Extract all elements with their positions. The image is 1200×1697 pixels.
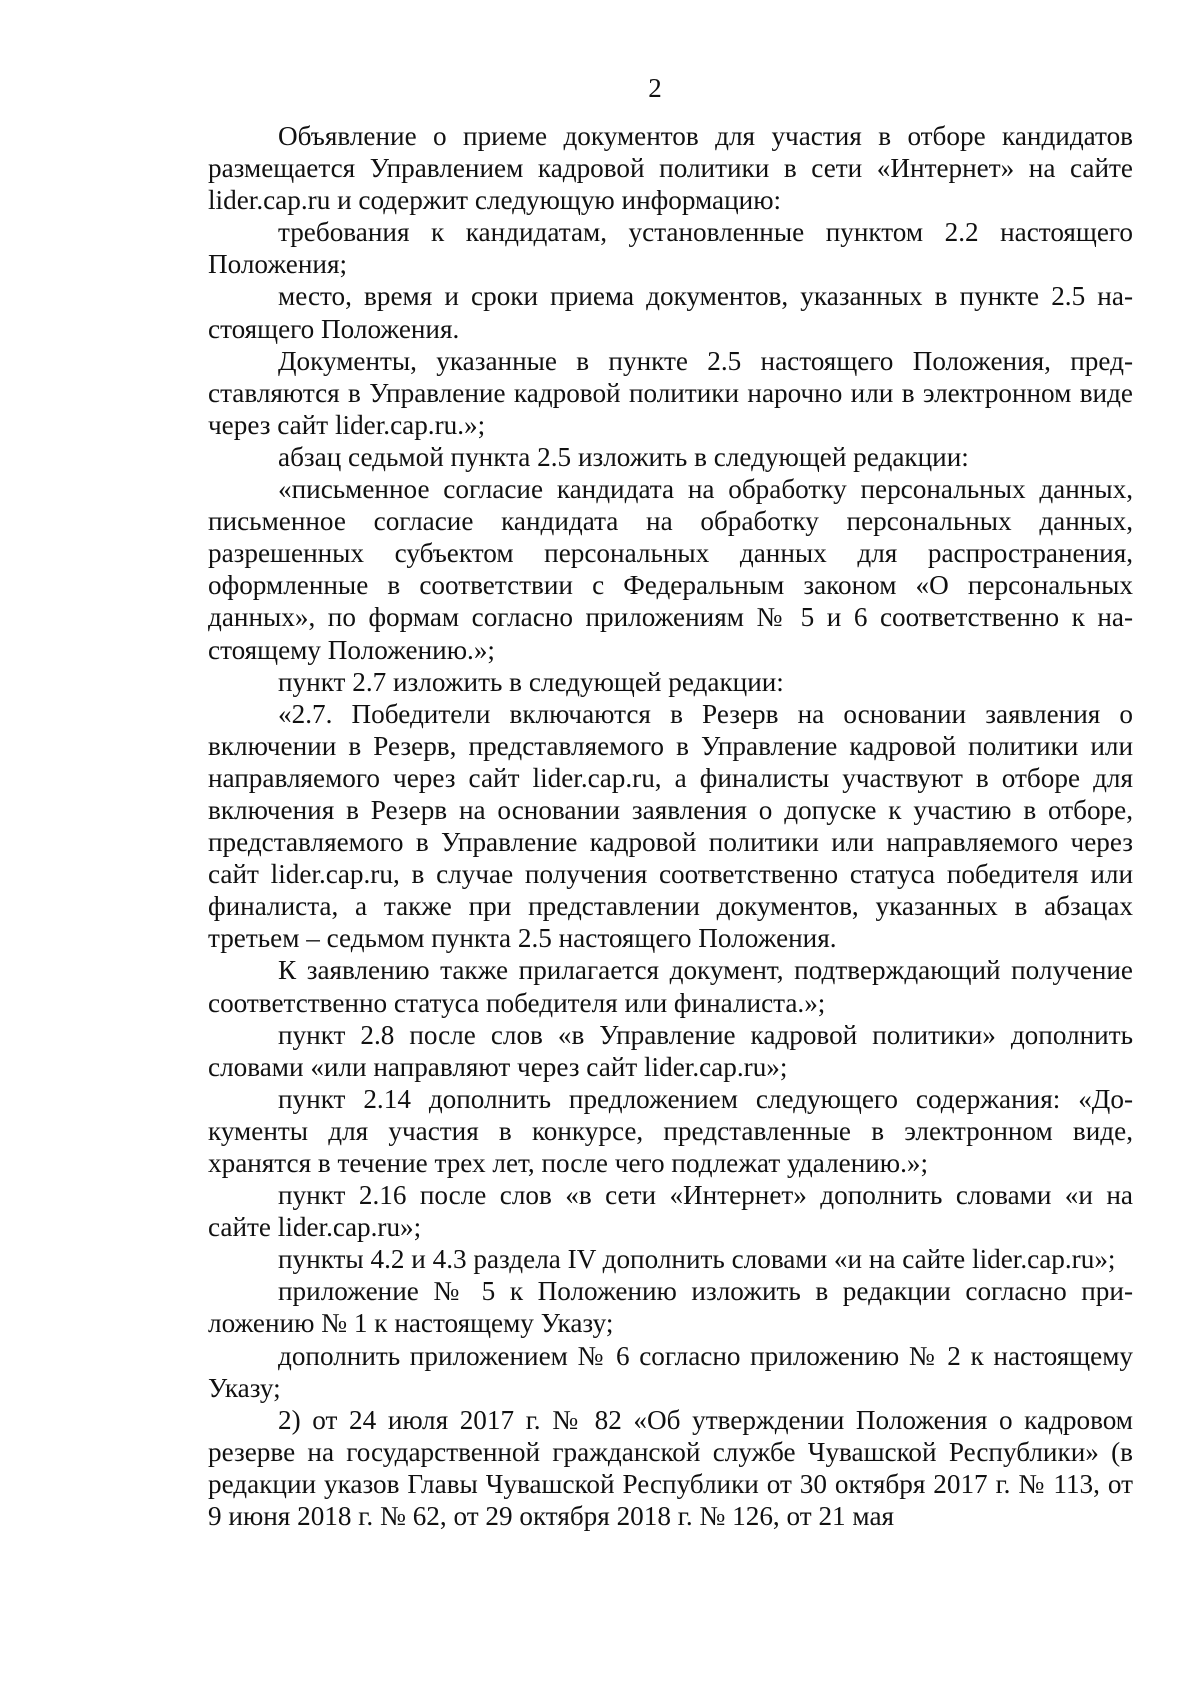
paragraph-appendix-5: приложение № 5 к Положению изложить в редакции согласно приложению № 1 к настоящему Указу; xyxy=(208,1276,1133,1339)
paragraph-amend-2-16: пункт 2.16 после слов «в сети «Интернет» дополнить словами «и на сайте lider.cap.ru»; xyxy=(208,1180,1133,1243)
paragraph-amend-2-14: пункт 2.14 дополнить предложением следующего содержания: «Документы для участия в конкурсе, представленные в электронном виде, хранятся в течение трех лет, после чего подлежат удалению.»; xyxy=(208,1083,1133,1178)
paragraph-announcement: Объявление о приеме документов для участия в отборе кандидатов размещается Управлением кадровой политики в сети «Интернет» на сайте lider.cap.ru и содержит следующую информацию: xyxy=(208,121,1133,216)
page-number: 2 xyxy=(648,73,662,103)
paragraph-amend-2-7: пункт 2.7 изложить в следующей редакции: xyxy=(278,666,784,697)
document-body xyxy=(208,120,1133,1532)
paragraph-place-time: место, время и сроки приема документов, указанных в пункте 2.5 настоящего Положения. xyxy=(208,281,1133,344)
paragraph-amend-2-8: пункт 2.8 после слов «в Управление кадровой политики» дополнить словами «или направляют через сайт lider.cap.ru»; xyxy=(208,1019,1133,1082)
paragraph-application-attachment: К заявлению также прилагается документ, подтверждающий получение соответственно статуса победителя или финалиста.»; xyxy=(208,955,1133,1018)
paragraph-2-7-text: «2.7. Победители включаются в Резерв на основании заявления о включении в Резерв, представляемого в Управление кадровой политики или направляемого через сайт lider.cap.ru, а финалисты участвуют в отборе для включения в Резерв на основании заявления о допуске к участию в отборе, представляемого в Управление кадровой политики или направляемого через сайт lider.cap.ru, в случае получения соответственно статуса победителя или финалиста, а также при представлении документов, указанных в абзацах третьем – седьмом пункта 2.5 настоящего Положения. xyxy=(208,698,1133,954)
paragraph-amend-4-2-4-3: пункты 4.2 и 4.3 раздела IV дополнить словами «и на сайте lider.cap.ru»; xyxy=(278,1244,1116,1275)
paragraph-amend-2-5: абзац седьмой пункта 2.5 изложить в следующей редакции: xyxy=(278,441,969,472)
paragraph-written-consent: «письменное согласие кандидата на обработку персональных данных, письменное согласие кандидата на обработку персональных данных, разрешенных субъектом персональных данных для распространения, оформленные в соответствии с Федеральным законом «О персональных данных», по формам согласно приложениям № 5 и 6 соответственно к настоящему Положению.»; xyxy=(208,474,1133,665)
paragraph-documents-submission: Документы, указанные в пункте 2.5 настоящего Положения, представляются в Управление кадровой политики нарочно или в электронном виде через сайт lider.cap.ru.»; xyxy=(208,345,1133,440)
paragraph-decree-82: 2) от 24 июля 2017 г. № 82 «Об утверждении Положения о кадровом резерве на государственной гражданской службе Чувашской Республики» (в редакции указов Главы Чувашской Республики от 30 октября 2017 г. № 113, от 9 июня 2018 г. № 62, от 29 октября 2018 г. № 126, от 21 мая xyxy=(208,1404,1133,1532)
paragraph-candidate-requirements: требования к кандидатам, установленные пунктом 2.2 настоящего Положения; xyxy=(208,217,1133,280)
paragraph-appendix-6: дополнить приложением № 6 согласно приложению № 2 к настоящему Указу; xyxy=(208,1340,1133,1403)
